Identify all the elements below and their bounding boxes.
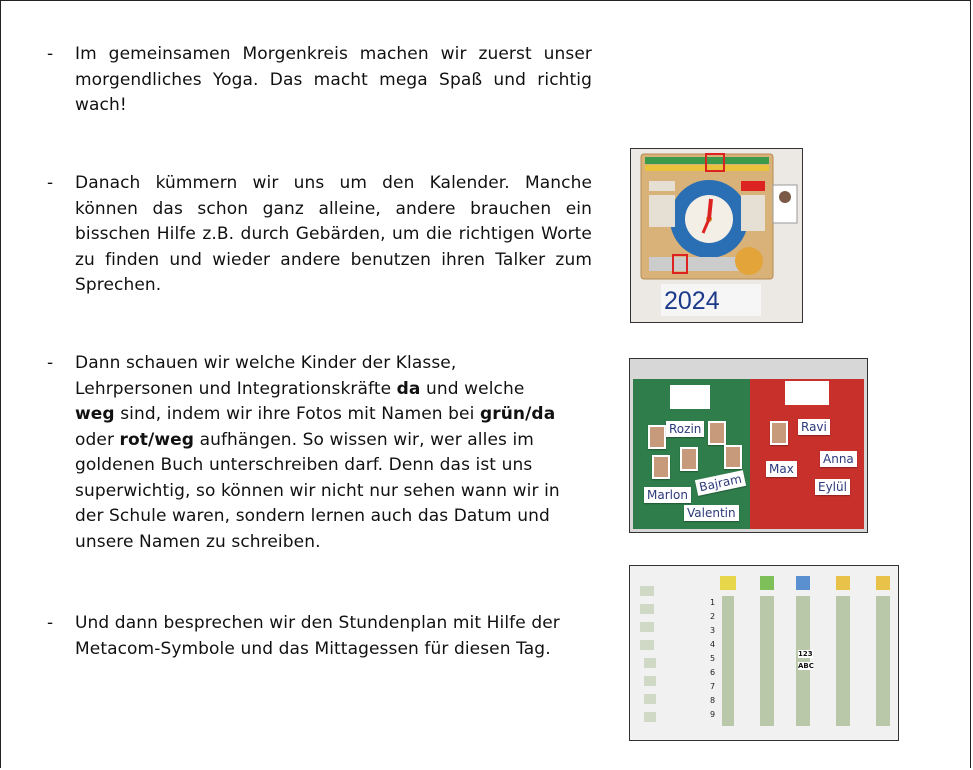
schedule-number-label: 123 <box>798 650 813 658</box>
calendar-clock-illustration <box>631 149 802 322</box>
bullet-dash: - <box>47 44 54 64</box>
bullet-text <box>75 611 567 662</box>
schedule-row-number: 6 <box>710 668 716 677</box>
absent-symbol-card <box>785 381 829 405</box>
text-run: sind, indem wir ihre Fotos mit Namen bei <box>114 404 480 424</box>
student-photo <box>648 425 666 449</box>
student-photo <box>770 421 788 445</box>
text-run: aufhängen. So wissen wir, wer alles im goldenen Buch unterschreiben darf. Denn das ist uns superwichtig, so können wir nicht nur sehen wann wir in der Schule waren, sondern lernen auch das Datum und unsere Namen zu schreiben. <box>75 429 560 552</box>
name-card: Marlon <box>644 487 691 503</box>
bold-keyword: rot/weg <box>119 429 195 450</box>
student-photo <box>708 421 726 445</box>
bullet-text <box>75 171 592 299</box>
bullet-dash: - <box>47 613 54 633</box>
name-card: Bajram <box>695 470 746 496</box>
bullet-text <box>75 42 592 119</box>
calendar-year: 2024 <box>664 287 720 315</box>
attendance-board-photo <box>629 358 868 533</box>
text-run: Dann schauen wir welche Kinder der Klasse, Lehrpersonen und Integrationskräfte <box>75 353 457 399</box>
schedule-row-number: 8 <box>710 696 716 705</box>
schedule-row-number: 5 <box>710 654 716 663</box>
text-run: oder <box>75 429 120 450</box>
name-card: Anna <box>820 451 857 467</box>
student-photo <box>724 445 742 469</box>
student-photo <box>680 447 698 471</box>
present-symbol-card <box>670 385 710 409</box>
bullet-attendance <box>47 351 567 555</box>
bold-keyword: da <box>396 378 421 399</box>
schedule-row-number: 2 <box>710 612 716 621</box>
schedule-row-number: 3 <box>710 626 716 635</box>
schedule-row-number: 7 <box>710 682 716 691</box>
schedule-row-numbers <box>710 596 715 722</box>
bullet-text <box>75 351 567 555</box>
name-card: Max <box>766 461 797 477</box>
calendar-clock-photo <box>630 148 803 323</box>
schedule-row-number: 1 <box>710 598 716 607</box>
schedule-board-photo <box>629 565 899 741</box>
schedule-abc-label: ABC <box>798 662 814 670</box>
text-run: Und dann besprechen wir den Stundenplan mit Hilfe der Metacom-Symbole und das Mittagessen für diesen Tag. <box>75 613 560 659</box>
name-card: Valentin <box>684 505 739 521</box>
name-card: Eylül <box>815 479 850 495</box>
schedule-row-number: 4 <box>710 640 716 649</box>
student-photo <box>652 455 670 479</box>
schedule-illustration <box>630 566 898 740</box>
name-card: Rozin <box>666 421 704 437</box>
bullet-dash: - <box>47 353 54 373</box>
text-run: und welche <box>420 378 525 399</box>
text-run: Danach kümmern wir uns um den Kalender. Manche können das schon ganz alleine, andere brauchen ein bisschen Hilfe z.B. durch Gebärden, um die richtigen Worte zu finden und wieder andere benutzen ihren Talker zum Sprechen. <box>75 173 592 295</box>
schedule-row-number: 9 <box>710 710 716 719</box>
bullet-yoga <box>47 42 592 119</box>
bullet-calendar <box>47 171 592 299</box>
bold-keyword: weg <box>75 404 115 424</box>
text-run: Im gemeinsamen Morgenkreis machen wir zuerst unser morgendliches Yoga. Das macht mega Spaß und richtig wach! <box>75 44 592 115</box>
bullet-schedule <box>47 611 567 662</box>
bullet-dash: - <box>47 173 54 193</box>
name-card: Ravi <box>798 419 830 435</box>
bold-keyword: grün/da <box>479 404 556 424</box>
